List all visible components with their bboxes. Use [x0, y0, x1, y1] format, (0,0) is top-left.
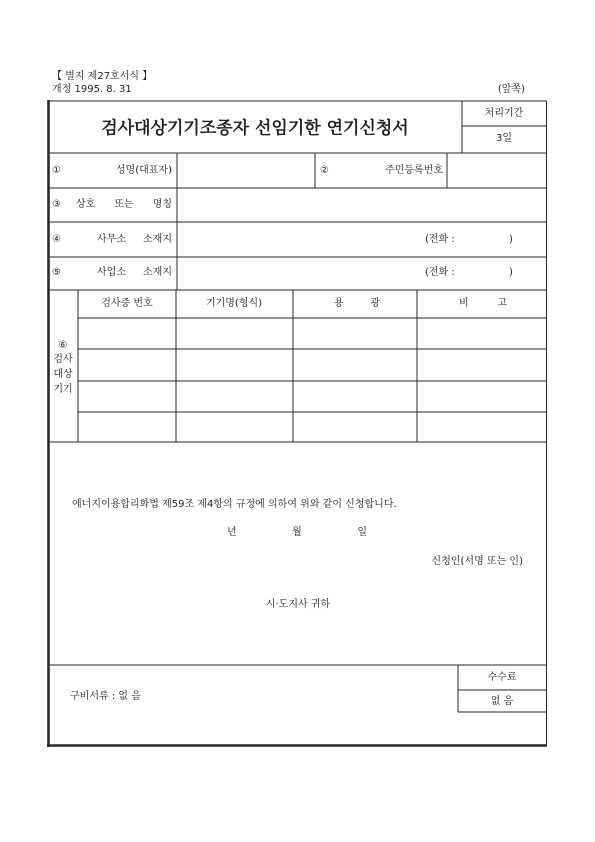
table-row: [79, 413, 546, 441]
site-phone-label: (전화 :: [425, 267, 455, 278]
table-row: [79, 382, 546, 411]
equipment-label-line: 검사: [53, 354, 73, 365]
equipment-label-line: 기기: [53, 384, 73, 395]
column-header-equipment-model: 기기명(형식): [205, 298, 263, 309]
business-name-value-cell: [178, 189, 545, 221]
office-address-value-cell: [178, 223, 545, 256]
resident-number-label: 주민등록번호: [385, 165, 443, 176]
form-number: 【 별지 제27호서식 】: [52, 71, 153, 82]
resident-number-value-cell: [448, 154, 545, 187]
field-number-6: ⑥: [58, 340, 68, 351]
name-value-cell: [178, 154, 314, 187]
business-name-label: 상호 또는 명칭: [76, 199, 172, 210]
site-phone-close: ): [509, 267, 513, 278]
field-number-3: ③: [52, 199, 61, 210]
required-documents: 구비서류 : 없 음: [70, 691, 141, 702]
applicant-signature: 신청인(서명 또는 인): [431, 556, 523, 567]
revision-date: 개정 1995. 8. 31: [52, 84, 132, 95]
field-number-2: ②: [320, 165, 329, 176]
processing-period-label: 처리기간: [484, 108, 524, 119]
column-header-certificate-number: 검사증 번호: [101, 298, 153, 309]
form-title: 검사대상기기조종자 선임기한 연기신청서: [101, 118, 409, 139]
table-row: [79, 350, 546, 380]
equipment-label-line: 대상: [53, 369, 73, 380]
name-label: 성명(대표자): [115, 165, 172, 176]
fee-value: 없 음: [490, 696, 514, 707]
table-row: [79, 319, 546, 348]
office-phone-close: ): [509, 234, 513, 245]
office-address-label: 사무소 소재지: [97, 234, 172, 245]
application-date: 년 월 일: [227, 527, 367, 538]
field-number-4: ④: [52, 234, 61, 245]
fee-label: 수수료: [487, 672, 517, 683]
addressee: 시·도지사 귀하: [265, 599, 331, 610]
site-address-value-cell: [178, 258, 545, 289]
processing-period-value: 3일: [495, 133, 513, 144]
page-side-label: (앞쪽): [497, 84, 525, 95]
declaration-statement: 에너지이용합리화법 제59조 제4항의 규정에 의하여 위와 같이 신청합니다.: [72, 499, 397, 510]
field-number-5: ⑤: [52, 267, 61, 278]
field-number-1: ①: [52, 165, 61, 176]
column-header-capacity: 용 광: [334, 298, 380, 309]
site-address-label: 사업소 소재지: [97, 267, 172, 278]
column-header-remarks: 비 고: [459, 298, 507, 309]
office-phone-label: (전화 :: [425, 234, 455, 245]
